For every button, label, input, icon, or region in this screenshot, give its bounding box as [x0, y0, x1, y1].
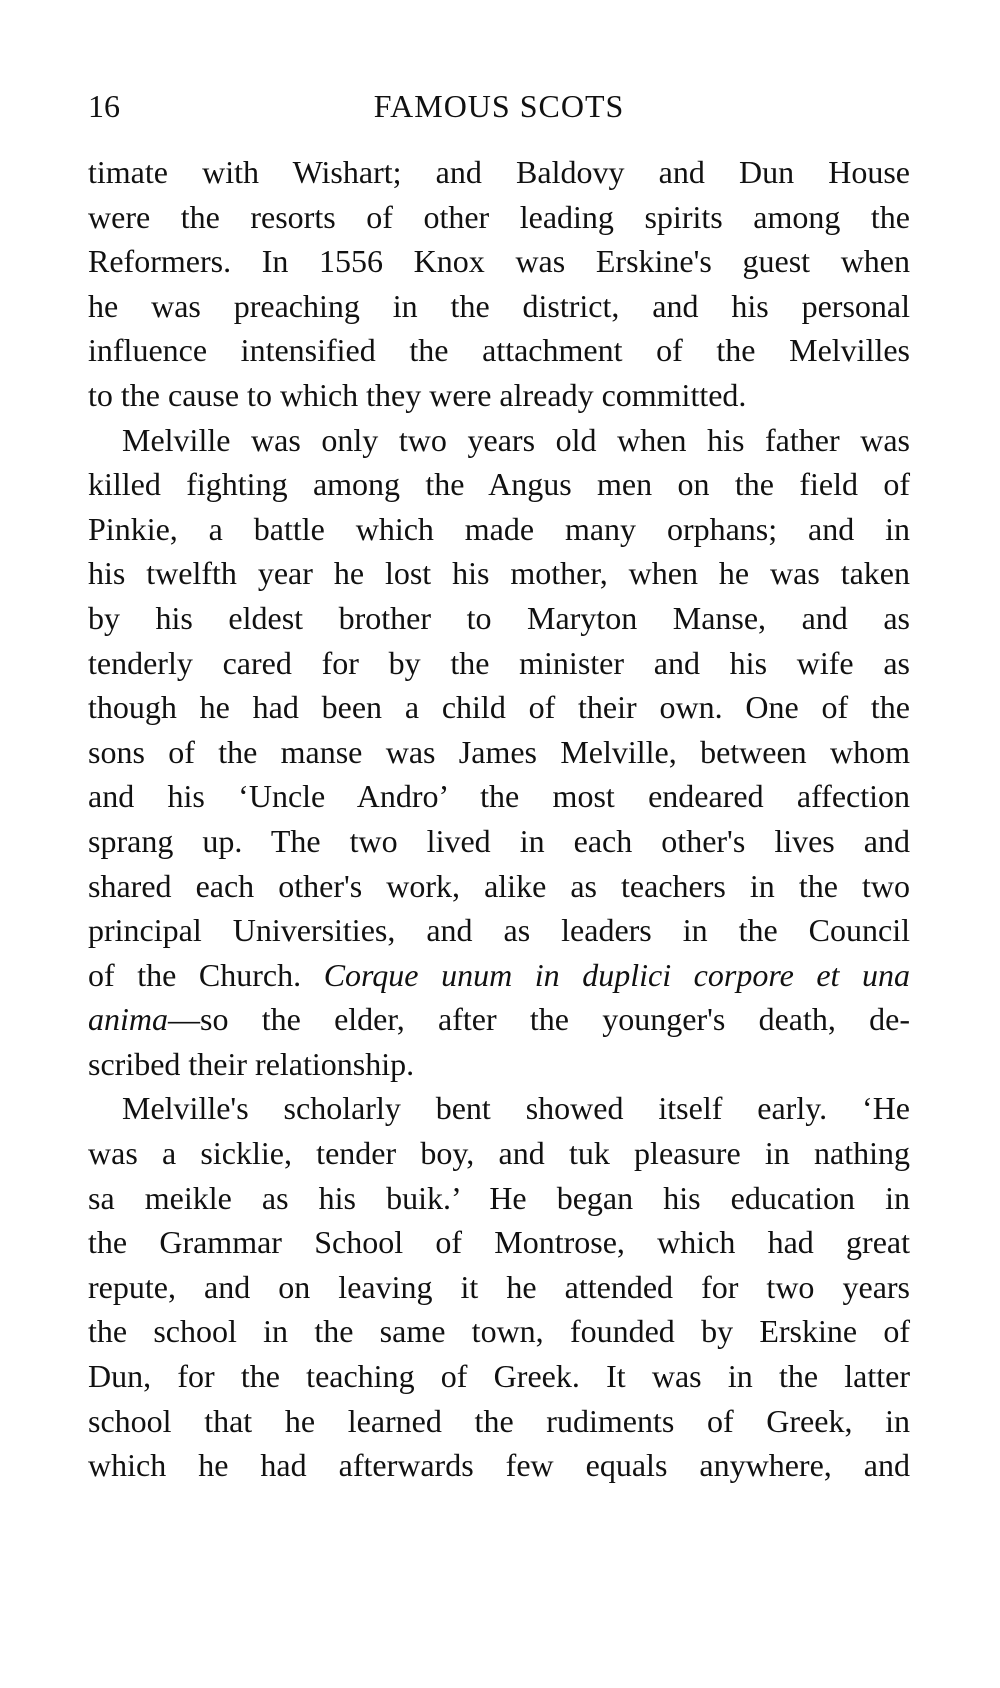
text-line: were the resorts of other leading spirits among the [88, 198, 910, 235]
body-text [88, 150, 910, 1488]
text-line: by his eldest brother to Maryton Manse, and as [88, 599, 910, 636]
text-line: repute, and on leaving it he attended for two years [88, 1268, 910, 1305]
text-line: Dun, for the teaching of Greek. It was in the latter [88, 1358, 910, 1395]
text-line: the Grammar School of Montrose, which had great [88, 1224, 910, 1261]
latin-quote: anima [88, 1001, 168, 1038]
text-line: influence intensified the attachment of the Melvilles [88, 332, 910, 369]
text-line: was a sicklie, tender boy, and tuk pleasure in nathing [88, 1135, 910, 1172]
running-head: FAMOUS SCOTS [373, 88, 625, 124]
text-line-mixed [88, 953, 910, 998]
text-line: he was preaching in the district, and his personal [88, 287, 910, 324]
page-number: 16 [88, 88, 120, 124]
text-line: sa meikle as his buik.’ He began his education in [88, 1179, 910, 1216]
text-line: the school in the same town, founded by Erskine of [88, 1313, 910, 1350]
text-line: Melville was only two years old when his father was [122, 421, 910, 458]
text-line: sprang up. The two lived in each other's lives and [88, 822, 910, 859]
text-line: Pinkie, a battle which made many orphans; and in [88, 510, 910, 547]
text-segment: —so the elder, after the younger's death, de- [168, 1001, 910, 1038]
text-line: Reformers. In 1556 Knox was Erskine's guest when [88, 243, 910, 280]
text-line: though he had been a child of their own. One of the [88, 689, 910, 726]
page-header [88, 88, 910, 128]
text-line: killed fighting among the Angus men on the field of [88, 466, 910, 503]
text-line: principal Universities, and as leaders in the Council [88, 912, 910, 949]
text-segment: of the Church. [88, 956, 302, 993]
text-line: timate with Wishart; and Baldovy and Dun House [88, 154, 910, 190]
text-line: which he had afterwards few equals anywhere, and [88, 1447, 910, 1484]
text-line: Melville's scholarly bent showed itself early. ‘He [122, 1090, 910, 1127]
latin-quote: Corque unum in duplici corpore et una [323, 956, 911, 993]
text-line: shared each other's work, alike as teachers in the two [88, 867, 910, 904]
text-line: and his ‘Uncle Andro’ the most endeared affection [88, 778, 910, 815]
text-line: school that he learned the rudiments of Greek, in [88, 1402, 910, 1439]
text-line: scribed their relationship. [88, 1045, 415, 1082]
text-line: sons of the manse was James Melville, between whom [88, 733, 910, 770]
text-line: tenderly cared for by the minister and his wife as [88, 644, 910, 681]
text-line: his twelfth year he lost his mother, when he was taken [88, 555, 910, 592]
text-line: to the cause to which they were already committed. [88, 376, 747, 413]
text-line-mixed [88, 997, 910, 1042]
